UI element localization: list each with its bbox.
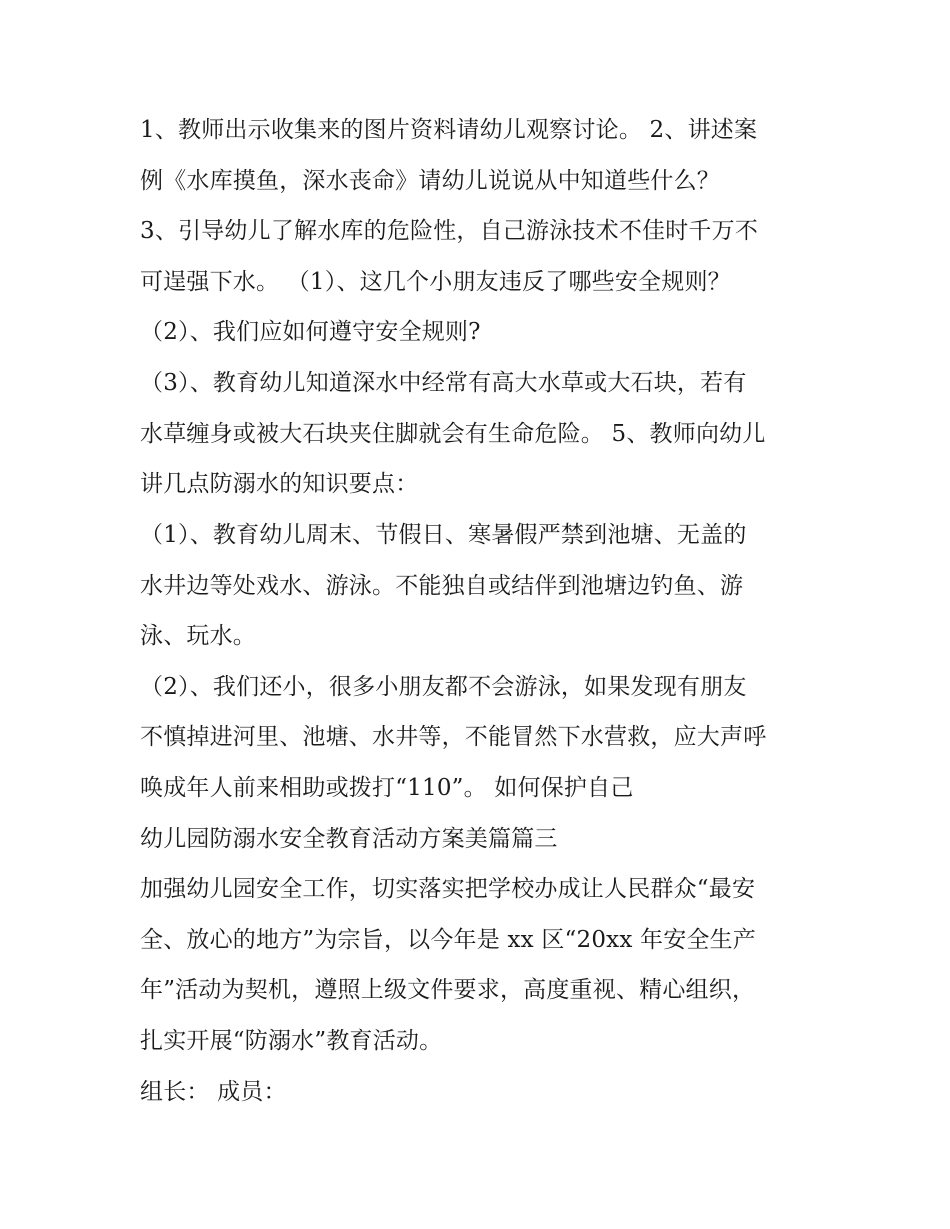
text-line-13: 不慎掉进河里、池塘、水井等，不能冒然下水营救，应大声呼 bbox=[140, 724, 767, 750]
text-line-18: 年”活动为契机，遵照上级文件要求，高度重视、精心组织， bbox=[140, 977, 756, 1003]
text-line-10: 水井边等处戏水、游泳。不能独自或结伴到池塘边钓鱼、游 bbox=[140, 573, 744, 599]
text-line-19: 扎实开展“防溺水”教育活动。 bbox=[140, 1028, 443, 1054]
text-line-4: 可逞强下水。 （1）、这几个小朋友违反了哪些安全规则？ bbox=[140, 269, 731, 295]
text-line-16: 加强幼儿园安全工作，切实落实把学校办成让人民群众“最安 bbox=[140, 876, 756, 902]
text-line-2: 例《水库摸鱼，深水丧命》请幼儿说说从中知道些什么？ bbox=[140, 168, 720, 194]
text-line-12: （2）、我们还小，很多小朋友都不会游泳，如果发现有朋友 bbox=[140, 674, 747, 700]
text-line-9: （1）、教育幼儿周末、节假日、寒暑假严禁到池塘、无盖的 bbox=[140, 522, 747, 548]
text-line-5: （2）、我们应如何遵守安全规则? bbox=[140, 319, 481, 345]
text-line-6: （3）、教育幼儿知道深水中经常有高大水草或大石块，若有 bbox=[140, 370, 747, 396]
text-line-7: 水草缠身或被大石块夹住脚就会有生命危险。 5、教师向幼儿 bbox=[140, 421, 766, 447]
text-line-8: 讲几点防溺水的知识要点： bbox=[140, 471, 419, 497]
text-line-17: 全、放心的地方”为宗旨，以今年是 xx 区“20xx 年安全生产 bbox=[140, 927, 757, 953]
text-line-20: 组长： 成员： bbox=[140, 1079, 287, 1105]
section-heading: 幼儿园防溺水安全教育活动方案美篇篇三 bbox=[140, 826, 558, 852]
text-line-11: 泳、玩水。 bbox=[140, 623, 256, 649]
text-line-14: 唤成年人前来相助或拨打“110”。 如何保护自己 bbox=[140, 775, 634, 801]
text-line-3: 3、引导幼儿了解水库的危险性，自己游泳技术不佳时千万不 bbox=[140, 218, 759, 244]
text-line-1: 1、教师出示收集来的图片资料请幼儿观察讨论。 2、讲述案 bbox=[140, 117, 758, 143]
